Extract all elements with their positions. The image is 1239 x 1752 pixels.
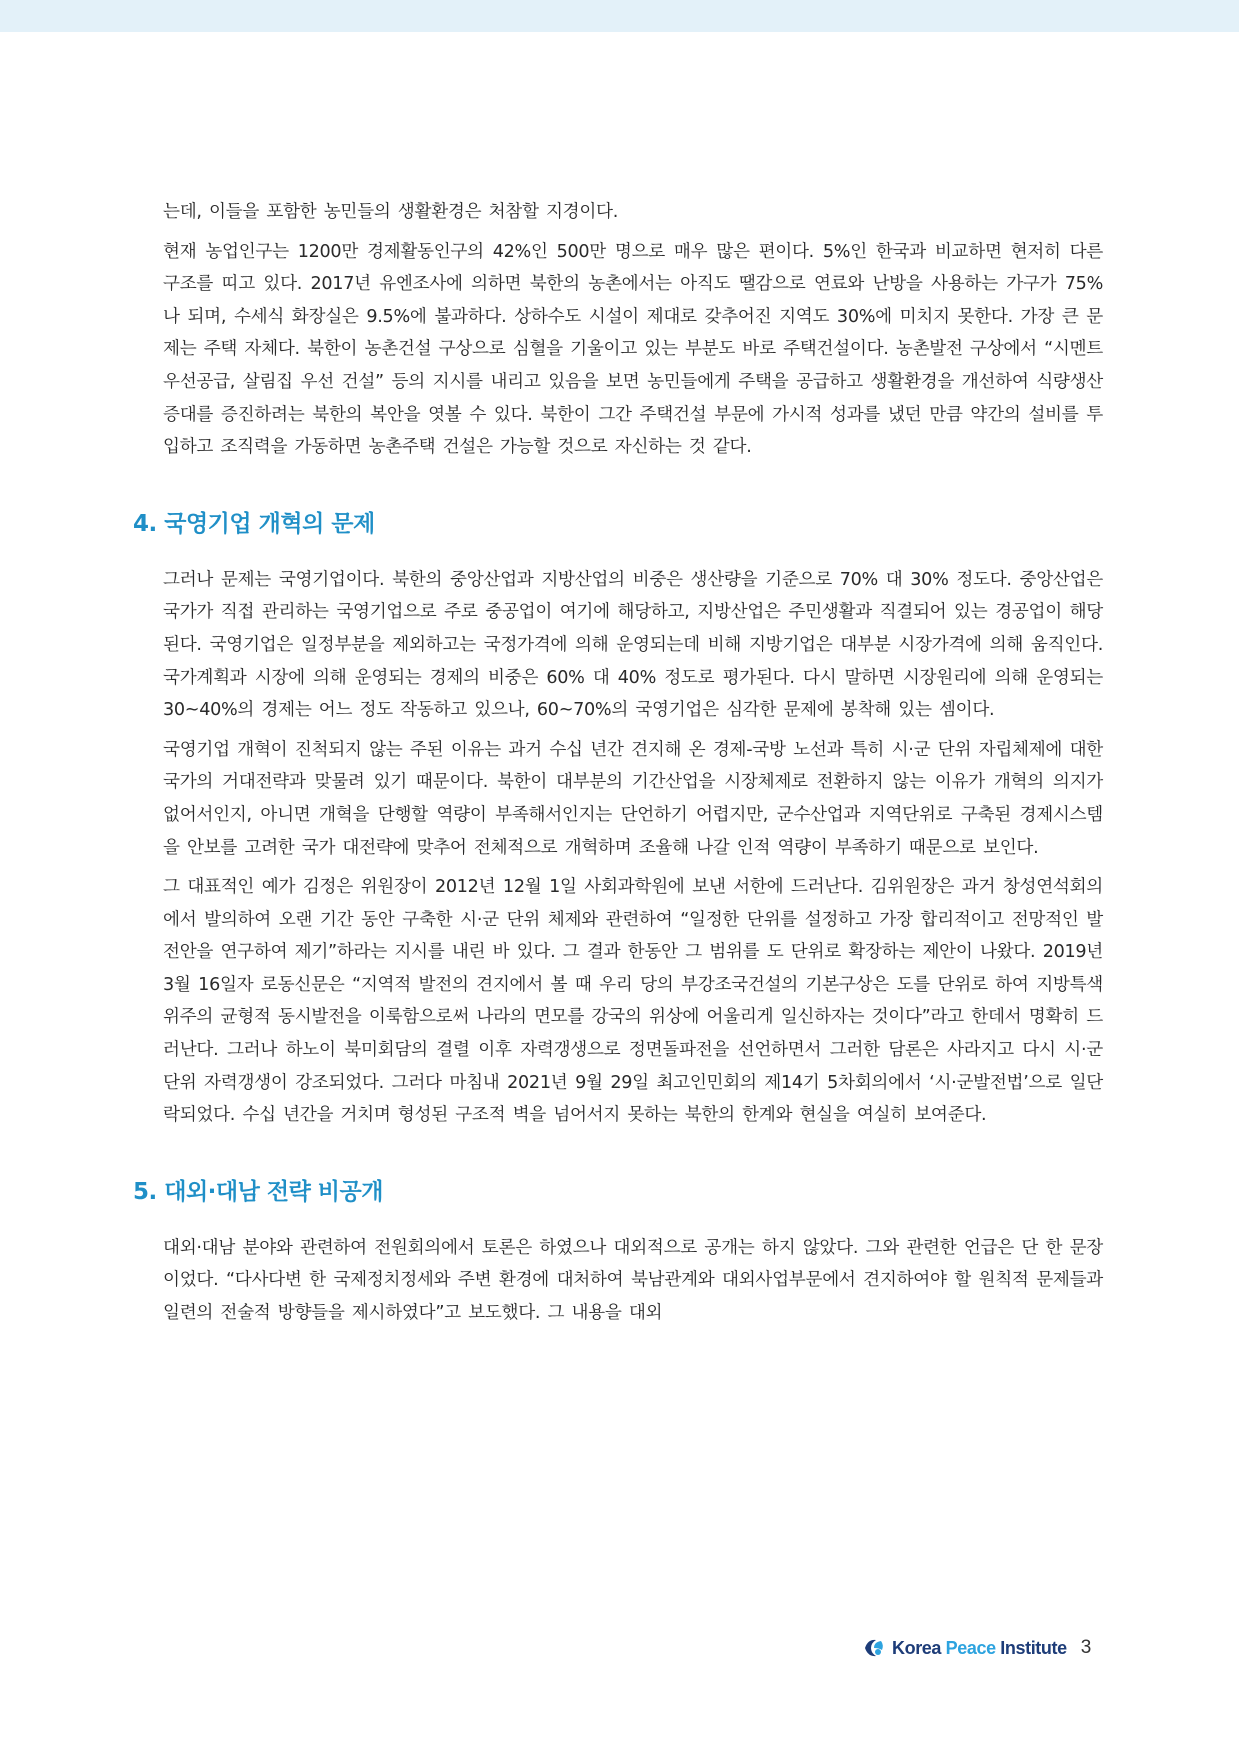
logo-word-korea: Korea — [892, 1637, 946, 1658]
top-color-band — [0, 0, 1239, 32]
logo-wordmark — [892, 1638, 1067, 1659]
korea-peace-institute-logo-icon — [862, 1636, 886, 1660]
page-body — [133, 196, 1103, 1337]
section-4-paragraph-2: 국영기업 개혁이 진척되지 않는 주된 이유는 과거 수십 년간 견지해 온 경제-국방 노선과 특히 시·군 단위 자립체제에 대한 국가의 거대전략과 맞물려 있기 때문이다. 북한이 대부분의 기간산업을 시장체제로 전환하지 않는 이유가 개혁의 의지가 없어서인지, 아니면 개혁을 단행할 역량이 부족해서인지는 단언하기 어렵지만, 군수산업과 지역단위로 구축된 경제시스템을 안보를 고려한 국가 대전략에 맞추어 전체적으로 개혁하며 조율해 나갈 인적 역량이 부족하기 때문으로 보인다. — [163, 739, 1103, 858]
logo-word-peace: Peace — [945, 1637, 996, 1658]
logo-word-institute: Institute — [995, 1637, 1067, 1658]
page-number: 3 — [1080, 1637, 1092, 1658]
page-footer — [862, 1633, 1091, 1663]
section-4-paragraph-3: 그 대표적인 예가 김정은 위원장이 2012년 12월 1일 사회과학원에 보낸 서한에 드러난다. 김위원장은 과거 창성연석회의에서 발의하여 오랜 기간 동안 구축한 시·군 단위 체제와 관련하여 “일정한 단위를 설정하고 가장 합리적이고 전망적인 발전안을 연구하여 제기”하라는 지시를 내린 바 있다. 그 결과 한동안 그 범위를 도 단위로 확장하는 제안이 나왔다. 2019년 3월 16일자 로동신문은 “지역적 발전의 견지에서 볼 때 우리 당의 부강조국건설의 기본구상은 도를 단위로 하여 지방특색위주의 균형적 동시발전을 이룩함으로써 나라의 면모를 강국의 위상에 어울리게 일신하자는 것이다”라고 한데서 명확히 드러난다. 그러나 하노이 북미회담의 결렬 이후 자력갱생으로 정면돌파전을 선언하면서 그러한 담론은 사라지고 다시 시·군 단위 자력갱생이 강조되었다. 그러다 마침내 2021년 9월 29일 최고인민회의 제14기 5차회의에서 ‘시·군발전법’으로 일단락되었다. 수십 년간을 거치며 형성된 구조적 벽을 넘어서지 못하는 북한의 한계와 현실을 여실히 보여준다. — [163, 877, 1103, 1126]
paragraph-rural-population: 현재 농업인구는 1200만 경제활동인구의 42%인 500만 명으로 매우 많은 편이다. 5%인 한국과 비교하면 현저히 다른 구조를 띠고 있다. 2017년 유엔조사에 의하면 북한의 농촌에서는 아직도 땔감으로 연료와 난방을 사용하는 가구가 75%나 되며, 수세식 화장실은 9.5%에 불과하다. 상하수도 시설이 제대로 갖추어진 지역도 30%에 미치지 못한다. 가장 큰 문제는 주택 자체다. 북한이 농촌건설 구상으로 심혈을 기울이고 있는 부분도 바로 주택건설이다. 농촌발전 구상에서 “시멘트 우선공급, 살림집 우선 건설” 등의 지시를 내리고 있음을 보면 농민들에게 주택을 공급하고 생활환경을 개선하여 식량생산 증대를 증진하려는 북한의 복안을 엿볼 수 있다. 북한이 그간 주택건설 부문에 가시적 성과를 냈던 만큼 약간의 설비를 투입하고 조직력을 가동하면 농촌주택 건설은 가능할 것으로 자신하는 것 같다. — [163, 241, 1103, 458]
section-4-heading: 4. 국영기업 개혁의 문제 — [133, 510, 375, 537]
section-5-heading: 5. 대외·대남 전략 비공개 — [133, 1178, 383, 1205]
paragraph-continuation: 는데, 이들을 포함한 농민들의 생활환경은 처참할 지경이다. — [163, 202, 619, 222]
section-4-paragraph-1: 그러나 문제는 국영기업이다. 북한의 중앙산업과 지방산업의 비중은 생산량을 기준으로 70% 대 30% 정도다. 중앙산업은 국가가 직접 관리하는 국영기업으로 주로 중공업이 여기에 해당하고, 지방산업은 주민생활과 직결되어 있는 경공업이 해당된다. 국영기업은 일정부분을 제외하고는 국정가격에 의해 운영되는데 비해 지방기업은 대부분 시장가격에 의해 움직인다. 국가계획과 시장에 의해 운영되는 경제의 비중은 60% 대 40% 정도로 평가된다. 다시 말하면 시장원리에 의해 운영되는 30~40%의 경제는 어느 정도 작동하고 있으나, 60~70%의 국영기업은 심각한 문제에 봉착해 있는 셈이다. — [163, 569, 1103, 721]
section-5-paragraph-1: 대외·대남 분야와 관련하여 전원회의에서 토론은 하였으나 대외적으로 공개는 하지 않았다. 그와 관련한 언급은 단 한 문장이었다. “다사다변 한 국제정치정세와 주변 환경에 대처하여 북남관계와 대외사업부문에서 견지하여야 할 원칙적 문제들과 일련의 전술적 방향들을 제시하였다”고 보도했다. 그 내용을 대외 — [163, 1237, 1103, 1324]
